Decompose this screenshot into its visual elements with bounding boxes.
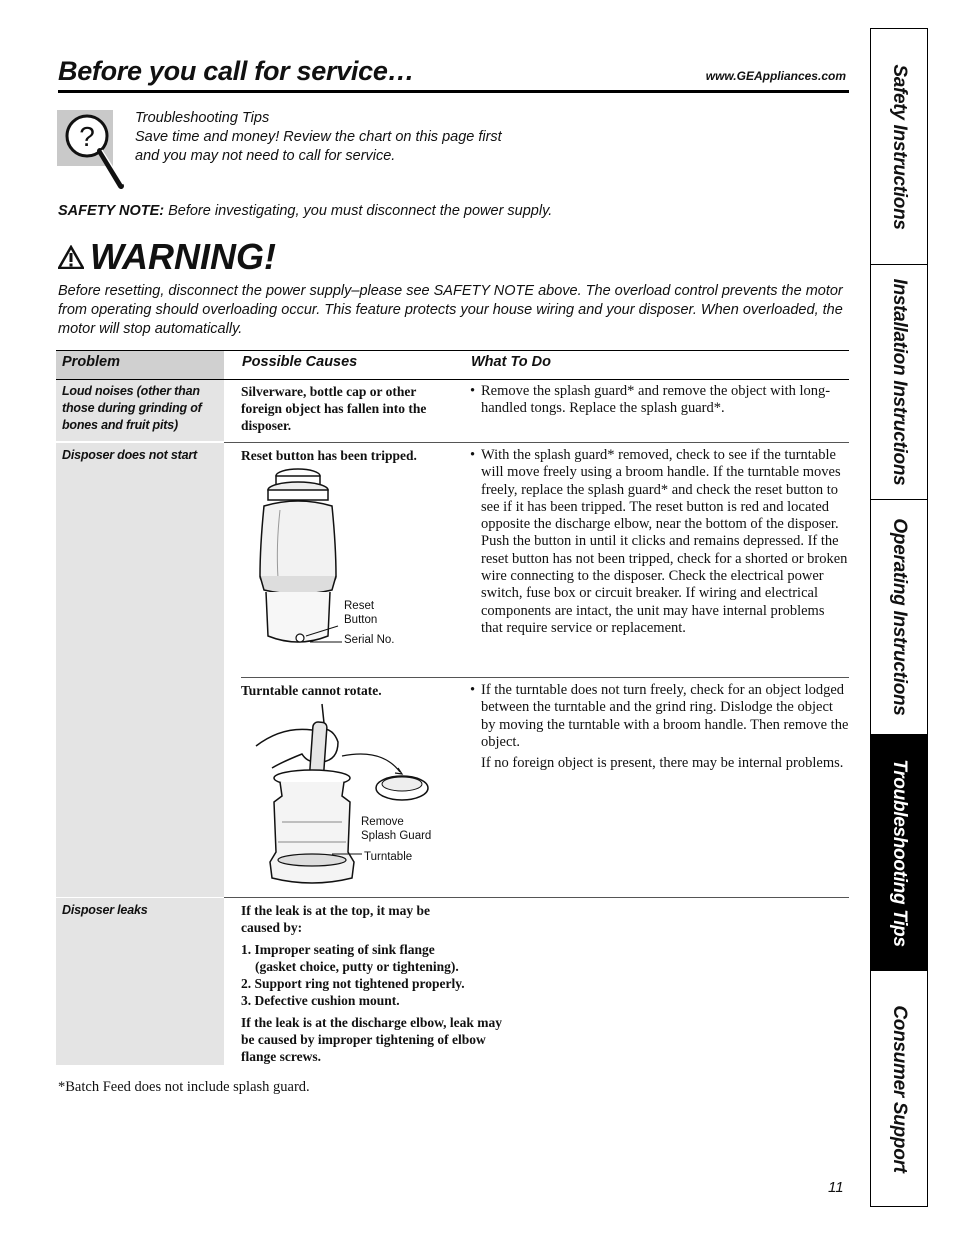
- tab-label: Operating Instructions: [889, 518, 910, 716]
- tab-consumer-support[interactable]: [871, 970, 927, 1206]
- tab-safety-instructions[interactable]: [871, 28, 927, 264]
- tab-installation-instructions[interactable]: [871, 264, 927, 499]
- svg-text:?: ?: [79, 121, 95, 152]
- warning-triangle-icon: [58, 245, 84, 269]
- row-divider: [224, 897, 849, 898]
- header-problem: Problem: [62, 354, 121, 370]
- side-navigation: [870, 28, 928, 1207]
- footnote: *Batch Feed does not include splash guard.: [58, 1079, 310, 1095]
- todo-remove-object: • Remove the splash guard* and remove the object with long-handled tongs. Replace the splash guard*.: [470, 383, 849, 418]
- cause-leaks: [241, 902, 506, 1065]
- header-todo: What To Do: [471, 354, 551, 370]
- leak-item: 2. Support ring not tightened properly.: [241, 976, 465, 991]
- safety-note-label: SAFETY NOTE:: [58, 203, 165, 219]
- row-divider: [241, 677, 849, 678]
- label-line: Splash Guard: [361, 830, 432, 842]
- serial-no-label: Serial No.: [344, 634, 395, 646]
- problem-leaks: Disposer leaks: [62, 903, 148, 917]
- tab-operating-instructions[interactable]: [871, 499, 927, 734]
- row-divider: [224, 442, 849, 443]
- cause-turntable-stuck: Turntable cannot rotate.: [241, 683, 382, 698]
- cause-reset-tripped: Reset button has been tripped.: [241, 448, 417, 463]
- label-line: Button: [344, 614, 378, 626]
- leak-item: 1. Improper seating of sink flange: [241, 942, 435, 957]
- cause-foreign-object: Silverware, bottle cap or other foreign object has fallen into the disposer.: [241, 384, 427, 433]
- question-magnifier-icon: [57, 110, 132, 192]
- label-line: Reset: [344, 600, 375, 612]
- turntable-label: Turntable: [364, 851, 413, 863]
- tips-line-1: Save time and money! Review the chart on this page first: [135, 129, 502, 145]
- warning-title: WARNING!: [90, 236, 276, 277]
- remove-splash-guard-label: [361, 815, 431, 843]
- website-url[interactable]: www.GEAppliances.com: [705, 69, 846, 83]
- safety-note-text: Before investigating, you must disconnect the power supply.: [164, 203, 553, 219]
- safety-note: [58, 203, 552, 219]
- leak-outro: If the leak is at the discharge elbow, leak may be caused by improper tightening of elbow flange screws.: [241, 1015, 502, 1064]
- tab-label: Troubleshooting Tips: [889, 758, 910, 947]
- table-top-rule: [56, 350, 849, 351]
- tab-label: Safety Instructions: [889, 63, 910, 230]
- header-causes: Possible Causes: [242, 354, 358, 370]
- warning-text: Before resetting, disconnect the power supply–please see SAFETY NOTE above. The overload control prevents the motor from operating should overloading occur. This feature protects your house wiring and your disposer. When overloaded, the motor will stop automatically.: [58, 283, 843, 337]
- tab-troubleshooting-tips[interactable]: [871, 734, 927, 970]
- todo-text-2: If no foreign object is present, there may be internal problems.: [481, 755, 844, 772]
- todo-text: If the turntable does not turn freely, check for an object lodged between the turntable and the grind ring. Dislodge the object by moving the turntable with a broom handle. Then remove the object.: [481, 682, 849, 750]
- disposer-illustration: [250, 466, 350, 652]
- header-rule: [58, 90, 849, 93]
- problem-does-not-start: Disposer does not start: [62, 448, 198, 462]
- page-title: Before you call for service…: [58, 56, 415, 86]
- warning-heading: [58, 236, 276, 278]
- problem-cell-shade: [56, 898, 224, 1065]
- tips-heading: Troubleshooting Tips: [135, 110, 270, 126]
- reset-button-label: [344, 599, 377, 627]
- leak-item: (gasket choice, putty or tightening).: [255, 959, 459, 974]
- todo-text: Remove the splash guard* and remove the object with long-handled tongs. Replace the splash guard*.: [481, 383, 831, 417]
- todo-check-reset: • With the splash guard* removed, check to see if the turntable will move freely using a broom handle. If the turntable moves freely, replace the splash guard* and check the reset button to see if it has been tripped. The reset button is red and located opposite the discharge elbow, near the bottom of the disposer. Push the button in until it clicks and remains depressed. If the reset button has not been tripped, check for a shorted or broken wire connecting to the disposer. Check the electrical power switch, fuse box or circuit breaker. If wiring and electrical components are intact, the unit may have internal problems that require service or replacement.: [470, 447, 848, 636]
- troubleshooting-intro: [135, 109, 502, 166]
- todo-text: With the splash guard* removed, check to see if the turntable will move freely using a broom handle. If the turntable moves freely, replace the splash guard* and check the reset button to see if it has been tripped. The reset button is red and located opposite the discharge elbow, near the bottom of the disposer. Push the button in until it clicks and remains depressed. If the reset button has not been tripped, check for a shorted or broken wire connecting to the disposer. Check the electrical power switch, fuse box or circuit breaker. If wiring and electrical components are intact, the unit may have internal problems that require service or replacement.: [481, 447, 848, 636]
- page-number: 11: [828, 1179, 844, 1196]
- leak-item: 3. Defective cushion mount.: [241, 993, 400, 1008]
- leak-intro: If the leak is at the top, it may be caused by:: [241, 903, 430, 935]
- todo-dislodge-object: • If the turntable does not turn freely, check for an object lodged between the turntable and the grind ring. Dislodge the object by moving the turntable with a broom handle. Then remove the object. If no foreign object is present, there may be internal problems.: [470, 682, 849, 772]
- tips-line-2: and you may not need to call for service.: [135, 148, 396, 164]
- problem-cell-shade: [56, 443, 224, 897]
- tab-label: Installation Instructions: [889, 278, 910, 486]
- label-line: Remove: [361, 816, 404, 828]
- tab-label: Consumer Support: [889, 1004, 910, 1173]
- problem-loud-noises: Loud noises (other than those during grinding of bones and fruit pits): [62, 384, 202, 432]
